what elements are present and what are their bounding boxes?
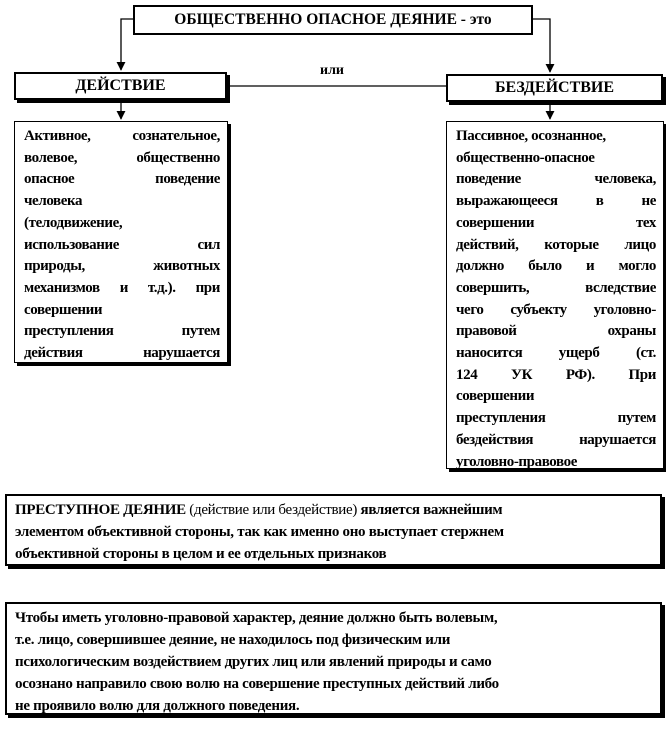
desc-line: использование сил xyxy=(24,236,220,253)
note-line: Чтобы иметь уголовно-правовой характер, деяние должно быть волевым, xyxy=(15,610,498,626)
volition-note xyxy=(5,602,662,715)
note-lead: ПРЕСТУПНОЕ ДЕЯНИЕ xyxy=(15,502,186,518)
note-paren: (действие или бездействие) xyxy=(185,502,358,518)
desc-line: наносится ущерб (ст. xyxy=(456,345,656,362)
inaction-label: БЕЗДЕЙСТВИЕ xyxy=(446,74,663,102)
action-label: ДЕЙСТВИЕ xyxy=(14,72,227,100)
inaction-description xyxy=(446,121,664,469)
desc-line: человека xyxy=(24,193,83,210)
desc-line: совершении xyxy=(24,301,103,318)
desc-line: совершить, вследствие xyxy=(456,279,656,296)
note-line: объективной стороны в целом и ее отдельных признаков xyxy=(15,546,387,562)
desc-line: Пассивное, осознанное, xyxy=(456,128,606,144)
desc-line: 124 УК РФ). При xyxy=(456,366,656,383)
arrow-title-to-action xyxy=(121,19,133,70)
note-line: осознано направило свою волю на совершение преступных действий либо xyxy=(15,676,499,692)
note-line: элементом объективной стороны, так как именно оно выступает стержнем xyxy=(15,524,504,540)
desc-line: бездействия нарушается xyxy=(456,431,656,448)
or-label: или xyxy=(320,63,344,78)
desc-line: должно было и могло xyxy=(456,258,656,275)
desc-line: совершении xyxy=(456,388,535,405)
desc-line: преступления путем xyxy=(24,323,220,340)
desc-line: совершении тех xyxy=(456,214,656,231)
desc-line: правовой охраны xyxy=(456,323,656,340)
desc-line: чего субъекту уголовно- xyxy=(456,301,656,318)
note-line: психологическим воздействием других лиц или явлений природы и само xyxy=(15,654,492,670)
note-rest: является важнейшим xyxy=(357,502,503,518)
desc-line: механизмов и т.д.). при xyxy=(24,279,220,296)
desc-line: Активное, сознательное, xyxy=(24,128,220,144)
desc-line: выражающееся в не xyxy=(456,193,656,210)
note-line xyxy=(15,499,652,521)
desc-line: действия нарушается xyxy=(24,345,220,362)
desc-line: поведение человека, xyxy=(456,171,656,188)
action-description xyxy=(14,121,228,363)
desc-line: волевое, общественно xyxy=(24,149,220,166)
desc-line: общественно-опасное xyxy=(456,149,595,166)
desc-line: опасное поведение xyxy=(24,171,220,188)
desc-line: действий, которые лицо xyxy=(456,236,656,253)
note-line: т.е. лицо, совершившее деяние, не находилось под физическим или xyxy=(15,632,451,648)
note-line: не проявило волю для должного поведения. xyxy=(15,698,300,714)
desc-line: уголовно-правовое xyxy=(456,453,577,470)
desc-line: (телодвижение, xyxy=(24,214,123,231)
desc-line: преступления путем xyxy=(456,410,656,427)
diagram-title: ОБЩЕСТВЕННО ОПАСНОЕ ДЕЯНИЕ - это xyxy=(133,5,533,35)
desc-line: природы, животных xyxy=(24,258,220,275)
criminal-act-note xyxy=(5,494,662,566)
arrow-title-to-inaction xyxy=(533,19,550,72)
